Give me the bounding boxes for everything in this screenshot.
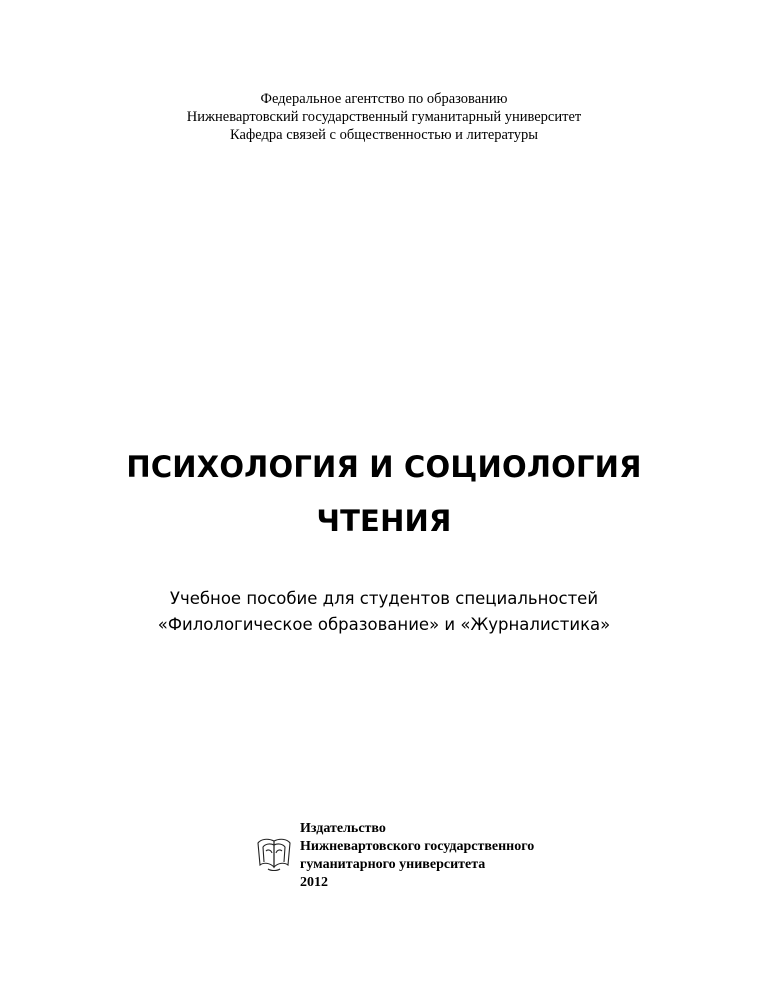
book-subtitle <box>0 586 768 638</box>
book-title-line-2: ЧТЕНИЯ <box>316 504 452 538</box>
publisher-name-line-1: Нижневартовского государственного <box>300 839 535 854</box>
book-title <box>0 440 768 548</box>
book-title-line-1: ПСИХОЛОГИЯ И СОЦИОЛОГИЯ <box>126 450 642 484</box>
book-subtitle-line-1: Учебное пособие для студентов специальностей <box>169 589 599 608</box>
publication-year: 2012 <box>300 875 328 890</box>
institution-header <box>0 90 768 144</box>
header-department: Кафедра связей с общественностью и литературы <box>230 127 538 143</box>
publisher-book-logo-icon <box>256 835 292 875</box>
header-university: Нижневартовский государственный гуманитарный университет <box>186 109 582 125</box>
publisher-name-line-2: гуманитарного университета <box>300 857 486 872</box>
header-agency: Федеральное агентство по образованию <box>260 91 508 107</box>
publisher-label: Издательство <box>300 821 386 836</box>
book-subtitle-line-2: «Филологическое образование» и «Журналистика» <box>157 615 611 634</box>
publisher-text <box>300 820 534 892</box>
